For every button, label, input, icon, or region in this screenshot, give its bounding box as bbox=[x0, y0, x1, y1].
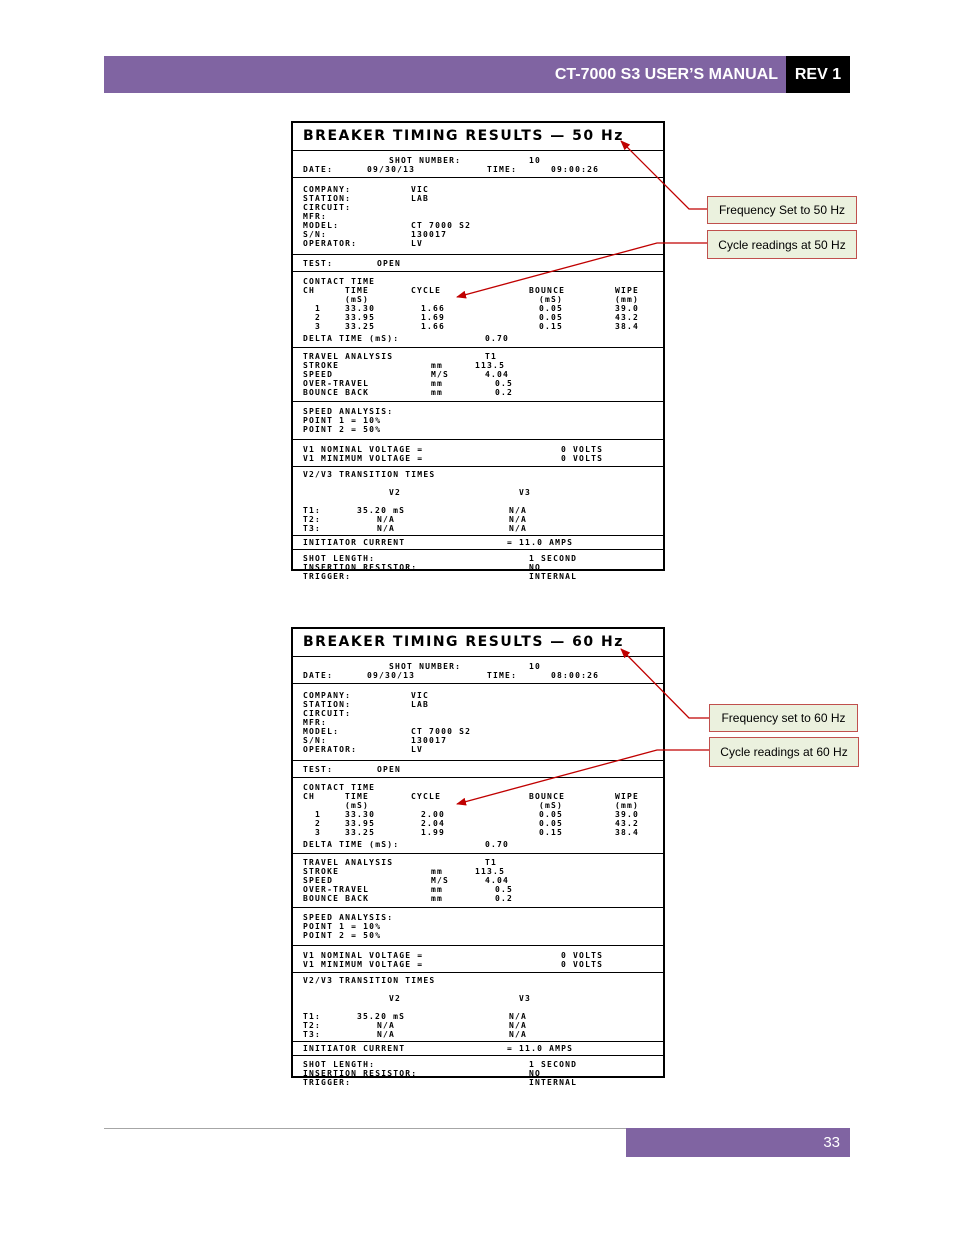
field-transition: V2/V3 TRANSITION TIMES bbox=[303, 470, 436, 479]
report-section bbox=[293, 467, 663, 536]
page-header bbox=[104, 56, 850, 93]
field-test-value: OPEN bbox=[377, 259, 402, 268]
cell-time: 33.25 bbox=[345, 828, 376, 837]
field-t3-label: T3: bbox=[303, 1030, 322, 1039]
field-company-value: VIC bbox=[411, 691, 430, 700]
field-t2-v3: N/A bbox=[509, 515, 528, 524]
field-initiator: INITIATOR CURRENT bbox=[303, 1044, 406, 1053]
cell-cycle: 1.69 bbox=[421, 313, 446, 322]
field-v1-nominal-value: 0 VOLTS bbox=[561, 951, 604, 960]
report-line bbox=[303, 445, 663, 454]
table-row bbox=[303, 304, 663, 313]
field-overtravel-value: 0.5 bbox=[495, 379, 514, 388]
field-col-bounce: BOUNCE bbox=[529, 286, 566, 295]
report-line bbox=[303, 506, 663, 515]
cell-wipe: 38.4 bbox=[615, 322, 640, 331]
field-speed-label: SPEED bbox=[303, 370, 334, 379]
field-t2-v2: N/A bbox=[377, 515, 396, 524]
field-contact-time: CONTACT TIME bbox=[303, 783, 376, 792]
report-section bbox=[293, 151, 663, 178]
field-col-cycle: CYCLE bbox=[411, 286, 442, 295]
field-speed-unit: M/S bbox=[431, 876, 450, 885]
field-overtravel-unit: mm bbox=[431, 379, 444, 388]
report-line bbox=[303, 985, 663, 994]
field-insertion-value: NO bbox=[529, 1069, 542, 1078]
field-trigger: TRIGGER: bbox=[303, 1078, 352, 1087]
field-model-value: CT 7000 S2 bbox=[411, 727, 472, 736]
field-t3-label: T3: bbox=[303, 524, 322, 533]
manual-title: CT-7000 S3 USER’S MANUAL bbox=[554, 65, 778, 83]
report-line bbox=[303, 783, 663, 792]
field-bounceback-unit: mm bbox=[431, 894, 444, 903]
field-v1-minimum: V1 MINIMUM VOLTAGE = bbox=[303, 960, 424, 969]
cell-time: 33.30 bbox=[345, 304, 376, 313]
report-section bbox=[293, 908, 663, 946]
report-section bbox=[293, 272, 663, 348]
field-date-value: 09/30/13 bbox=[367, 165, 416, 174]
report-line bbox=[303, 736, 663, 745]
report-line bbox=[303, 454, 663, 463]
field-initiator: INITIATOR CURRENT bbox=[303, 538, 406, 547]
field-model-label: MODEL: bbox=[303, 727, 340, 736]
field-initiator-value: = 11.0 AMPS bbox=[507, 1044, 574, 1053]
field-t2-label: T2: bbox=[303, 1021, 322, 1030]
report-line bbox=[303, 885, 663, 894]
report-line bbox=[303, 840, 663, 849]
field-travel-col: T1 bbox=[485, 858, 498, 867]
field-travel-label: TRAVEL ANALYSIS bbox=[303, 352, 394, 361]
field-contact-time: CONTACT TIME bbox=[303, 277, 376, 286]
report-section bbox=[293, 255, 663, 272]
field-t2-label: T2: bbox=[303, 515, 322, 524]
field-unit-mm: (mm) bbox=[615, 295, 640, 304]
field-t2-v2: N/A bbox=[377, 1021, 396, 1030]
field-sn-label: S/N: bbox=[303, 230, 328, 239]
field-company-value: VIC bbox=[411, 185, 430, 194]
report-line bbox=[303, 700, 663, 709]
cell-cycle: 1.66 bbox=[421, 322, 446, 331]
field-t1-v3: N/A bbox=[509, 506, 528, 515]
report-line bbox=[303, 221, 663, 230]
field-station-value: LAB bbox=[411, 194, 430, 203]
field-speed-analysis: SPEED ANALYSIS: bbox=[303, 407, 394, 416]
cell-wipe: 39.0 bbox=[615, 304, 640, 313]
report-section bbox=[293, 402, 663, 440]
report-line bbox=[303, 572, 663, 581]
report-section bbox=[293, 778, 663, 854]
field-speed-value: 4.04 bbox=[485, 876, 510, 885]
cell-ch: 3 bbox=[315, 828, 322, 837]
field-shot-length-value: 1 SECOND bbox=[529, 1060, 578, 1069]
report-line bbox=[303, 407, 663, 416]
report-line bbox=[303, 259, 663, 268]
report-line bbox=[303, 212, 663, 221]
field-overtravel-label: OVER-TRAVEL bbox=[303, 379, 370, 388]
field-mfr-label: MFR: bbox=[303, 212, 328, 221]
cell-bounce: 0.05 bbox=[539, 304, 564, 313]
report-section bbox=[293, 348, 663, 402]
report-line bbox=[303, 538, 663, 547]
field-stroke-label: STROKE bbox=[303, 361, 340, 370]
field-v1-minimum-value: 0 VOLTS bbox=[561, 960, 604, 969]
report-line bbox=[303, 479, 663, 488]
field-stroke-unit: mm bbox=[431, 867, 444, 876]
field-col-time: TIME bbox=[345, 792, 370, 801]
field-bounceback-value: 0.2 bbox=[495, 894, 514, 903]
cell-cycle: 1.99 bbox=[421, 828, 446, 837]
report-section bbox=[293, 973, 663, 1042]
report-line bbox=[303, 867, 663, 876]
report-title: BREAKER TIMING RESULTS — 60 Hz bbox=[293, 629, 663, 657]
field-initiator-value: = 11.0 AMPS bbox=[507, 538, 574, 547]
report-line bbox=[303, 792, 663, 801]
field-test-label: TEST: bbox=[303, 259, 334, 268]
report-line bbox=[303, 671, 663, 680]
report-line bbox=[303, 497, 663, 506]
report-section bbox=[293, 440, 663, 467]
timing-report-50hz bbox=[291, 121, 665, 581]
field-point2: POINT 2 = 50% bbox=[303, 425, 382, 434]
report-line bbox=[303, 765, 663, 774]
cell-time: 33.30 bbox=[345, 810, 376, 819]
report-line bbox=[303, 554, 663, 563]
field-t1-label: T1: bbox=[303, 1012, 322, 1021]
field-v3: V3 bbox=[519, 994, 532, 1003]
report-line bbox=[303, 994, 663, 1003]
field-v3: V3 bbox=[519, 488, 532, 497]
report-line bbox=[303, 894, 663, 903]
field-travel-label: TRAVEL ANALYSIS bbox=[303, 858, 394, 867]
field-station-value: LAB bbox=[411, 700, 430, 709]
report-line bbox=[303, 425, 663, 434]
cell-time: 33.25 bbox=[345, 322, 376, 331]
field-shot-value: 10 bbox=[529, 156, 542, 165]
report-line bbox=[303, 165, 663, 174]
report-section bbox=[293, 946, 663, 973]
report-line bbox=[303, 1030, 663, 1039]
report-line bbox=[303, 960, 663, 969]
report-line bbox=[303, 334, 663, 343]
field-operator-value: LV bbox=[411, 745, 424, 754]
field-stroke-label: STROKE bbox=[303, 867, 340, 876]
report-section bbox=[293, 657, 663, 684]
field-unit-ms2: (mS) bbox=[539, 801, 564, 810]
cell-ch: 3 bbox=[315, 322, 322, 331]
field-transition: V2/V3 TRANSITION TIMES bbox=[303, 976, 436, 985]
field-delta-value: 0.70 bbox=[485, 840, 510, 849]
table-row bbox=[303, 810, 663, 819]
report-line bbox=[303, 801, 663, 810]
cell-ch: 1 bbox=[315, 810, 322, 819]
field-t3-v2: N/A bbox=[377, 1030, 396, 1039]
field-v1-nominal: V1 NOMINAL VOLTAGE = bbox=[303, 445, 424, 454]
page-number: 33 bbox=[626, 1128, 850, 1157]
report-line bbox=[303, 1044, 663, 1053]
field-shot-label: SHOT NUMBER: bbox=[389, 156, 462, 165]
field-t3-v3: N/A bbox=[509, 1030, 528, 1039]
field-trigger-value: INTERNAL bbox=[529, 1078, 578, 1087]
report-line bbox=[303, 1078, 663, 1087]
field-bounceback-label: BOUNCE BACK bbox=[303, 894, 370, 903]
field-date-label: DATE: bbox=[303, 165, 334, 174]
cell-time: 33.95 bbox=[345, 819, 376, 828]
report-line bbox=[303, 194, 663, 203]
report-line bbox=[303, 718, 663, 727]
report-line bbox=[303, 1069, 663, 1078]
field-station-label: STATION: bbox=[303, 194, 352, 203]
field-sn-label: S/N: bbox=[303, 736, 328, 745]
field-stroke-value: 113.5 bbox=[475, 361, 506, 370]
field-circuit-label: CIRCUIT: bbox=[303, 709, 352, 718]
field-v2: V2 bbox=[389, 994, 402, 1003]
field-mfr-label: MFR: bbox=[303, 718, 328, 727]
field-operator-label: OPERATOR: bbox=[303, 239, 358, 248]
report-line bbox=[303, 563, 663, 572]
field-operator-value: LV bbox=[411, 239, 424, 248]
cell-wipe: 39.0 bbox=[615, 810, 640, 819]
callout-frequency-60hz: Frequency set to 60 Hz bbox=[709, 704, 858, 732]
revision-badge: REV 1 bbox=[786, 56, 850, 93]
field-model-label: MODEL: bbox=[303, 221, 340, 230]
field-unit-mm: (mm) bbox=[615, 801, 640, 810]
field-insertion-value: NO bbox=[529, 563, 542, 572]
cell-wipe: 38.4 bbox=[615, 828, 640, 837]
field-shot-length-value: 1 SECOND bbox=[529, 554, 578, 563]
field-date-value: 09/30/13 bbox=[367, 671, 416, 680]
field-sn-value: 130017 bbox=[411, 230, 448, 239]
report-line bbox=[303, 277, 663, 286]
report-line bbox=[303, 709, 663, 718]
field-delta-label: DELTA TIME (mS): bbox=[303, 840, 400, 849]
field-t1-v2: 35.20 mS bbox=[357, 1012, 406, 1021]
field-col-wipe: WIPE bbox=[615, 286, 640, 295]
cell-wipe: 43.2 bbox=[615, 313, 640, 322]
cell-cycle: 1.66 bbox=[421, 304, 446, 313]
field-speed-analysis: SPEED ANALYSIS: bbox=[303, 913, 394, 922]
report-title: BREAKER TIMING RESULTS — 50 Hz bbox=[293, 123, 663, 151]
report-line bbox=[303, 286, 663, 295]
report-section bbox=[293, 1042, 663, 1056]
report-line bbox=[303, 488, 663, 497]
report-line bbox=[303, 858, 663, 867]
cell-wipe: 43.2 bbox=[615, 819, 640, 828]
field-stroke-value: 113.5 bbox=[475, 867, 506, 876]
field-company-label: COMPANY: bbox=[303, 185, 352, 194]
field-shot-length: SHOT LENGTH: bbox=[303, 554, 376, 563]
field-col-time: TIME bbox=[345, 286, 370, 295]
field-test-label: TEST: bbox=[303, 765, 334, 774]
field-point2: POINT 2 = 50% bbox=[303, 931, 382, 940]
report-line bbox=[303, 379, 663, 388]
field-time-label: TIME: bbox=[487, 165, 518, 174]
report-line bbox=[303, 662, 663, 671]
field-sn-value: 130017 bbox=[411, 736, 448, 745]
table-row bbox=[303, 819, 663, 828]
cell-ch: 2 bbox=[315, 819, 322, 828]
cell-ch: 2 bbox=[315, 313, 322, 322]
report-line bbox=[303, 1012, 663, 1021]
field-overtravel-value: 0.5 bbox=[495, 885, 514, 894]
cell-cycle: 2.00 bbox=[421, 810, 446, 819]
field-bounceback-value: 0.2 bbox=[495, 388, 514, 397]
field-trigger-value: INTERNAL bbox=[529, 572, 578, 581]
report-section bbox=[293, 761, 663, 778]
field-speed-label: SPEED bbox=[303, 876, 334, 885]
report-section bbox=[293, 1056, 663, 1090]
field-insertion: INSERTION RESISTOR: bbox=[303, 1069, 418, 1078]
field-circuit-label: CIRCUIT: bbox=[303, 203, 352, 212]
field-time-value: 09:00:26 bbox=[551, 165, 600, 174]
report-line bbox=[303, 1003, 663, 1012]
field-v1-nominal-value: 0 VOLTS bbox=[561, 445, 604, 454]
cell-time: 33.95 bbox=[345, 313, 376, 322]
callout-frequency-50hz: Frequency Set to 50 Hz bbox=[707, 196, 857, 224]
report-line bbox=[303, 951, 663, 960]
report-line bbox=[303, 913, 663, 922]
field-trigger: TRIGGER: bbox=[303, 572, 352, 581]
report-section bbox=[293, 536, 663, 550]
field-overtravel-unit: mm bbox=[431, 885, 444, 894]
report-line bbox=[303, 295, 663, 304]
field-test-value: OPEN bbox=[377, 765, 402, 774]
field-col-ch: CH bbox=[303, 286, 316, 295]
field-travel-col: T1 bbox=[485, 352, 498, 361]
report-line bbox=[303, 976, 663, 985]
callout-cycle-60hz: Cycle readings at 60 Hz bbox=[709, 737, 859, 767]
report-line bbox=[303, 524, 663, 533]
report-line bbox=[303, 515, 663, 524]
report-line bbox=[303, 239, 663, 248]
report-line bbox=[303, 922, 663, 931]
report-line bbox=[303, 230, 663, 239]
field-t3-v3: N/A bbox=[509, 524, 528, 533]
field-col-cycle: CYCLE bbox=[411, 792, 442, 801]
report-line bbox=[303, 1060, 663, 1069]
report-line bbox=[303, 361, 663, 370]
cell-bounce: 0.05 bbox=[539, 819, 564, 828]
field-overtravel-label: OVER-TRAVEL bbox=[303, 885, 370, 894]
field-delta-value: 0.70 bbox=[485, 334, 510, 343]
report-line bbox=[303, 370, 663, 379]
field-model-value: CT 7000 S2 bbox=[411, 221, 472, 230]
field-col-ch: CH bbox=[303, 792, 316, 801]
field-t3-v2: N/A bbox=[377, 524, 396, 533]
report-line bbox=[303, 185, 663, 194]
field-stroke-unit: mm bbox=[431, 361, 444, 370]
field-unit-ms: (mS) bbox=[345, 801, 370, 810]
report-section bbox=[293, 684, 663, 761]
report-section bbox=[293, 178, 663, 255]
report-line bbox=[303, 745, 663, 754]
cell-bounce: 0.15 bbox=[539, 322, 564, 331]
field-time-label: TIME: bbox=[487, 671, 518, 680]
table-row bbox=[303, 313, 663, 322]
field-t1-v2: 35.20 mS bbox=[357, 506, 406, 515]
field-v2: V2 bbox=[389, 488, 402, 497]
report-line bbox=[303, 416, 663, 425]
field-point1: POINT 1 = 10% bbox=[303, 416, 382, 425]
cell-bounce: 0.05 bbox=[539, 810, 564, 819]
field-t1-label: T1: bbox=[303, 506, 322, 515]
field-shot-value: 10 bbox=[529, 662, 542, 671]
timing-report-60hz bbox=[291, 627, 665, 1087]
field-company-label: COMPANY: bbox=[303, 691, 352, 700]
field-speed-unit: M/S bbox=[431, 370, 450, 379]
field-point1: POINT 1 = 10% bbox=[303, 922, 382, 931]
report-line bbox=[303, 352, 663, 361]
field-shot-length: SHOT LENGTH: bbox=[303, 1060, 376, 1069]
table-row bbox=[303, 828, 663, 837]
field-date-label: DATE: bbox=[303, 671, 334, 680]
cell-bounce: 0.15 bbox=[539, 828, 564, 837]
field-v1-minimum: V1 MINIMUM VOLTAGE = bbox=[303, 454, 424, 463]
field-speed-value: 4.04 bbox=[485, 370, 510, 379]
field-insertion: INSERTION RESISTOR: bbox=[303, 563, 418, 572]
field-t1-v3: N/A bbox=[509, 1012, 528, 1021]
report-line bbox=[303, 1021, 663, 1030]
field-bounceback-label: BOUNCE BACK bbox=[303, 388, 370, 397]
field-v1-nominal: V1 NOMINAL VOLTAGE = bbox=[303, 951, 424, 960]
report-line bbox=[303, 931, 663, 940]
table-row bbox=[303, 322, 663, 331]
report-section bbox=[293, 550, 663, 584]
callout-cycle-50hz: Cycle readings at 50 Hz bbox=[707, 230, 857, 259]
report-line bbox=[303, 727, 663, 736]
report-line bbox=[303, 156, 663, 165]
cell-cycle: 2.04 bbox=[421, 819, 446, 828]
field-shot-label: SHOT NUMBER: bbox=[389, 662, 462, 671]
field-delta-label: DELTA TIME (mS): bbox=[303, 334, 400, 343]
field-t2-v3: N/A bbox=[509, 1021, 528, 1030]
field-bounceback-unit: mm bbox=[431, 388, 444, 397]
cell-ch: 1 bbox=[315, 304, 322, 313]
cell-bounce: 0.05 bbox=[539, 313, 564, 322]
field-operator-label: OPERATOR: bbox=[303, 745, 358, 754]
field-unit-ms2: (mS) bbox=[539, 295, 564, 304]
field-col-wipe: WIPE bbox=[615, 792, 640, 801]
report-line bbox=[303, 470, 663, 479]
report-line bbox=[303, 691, 663, 700]
report-line bbox=[303, 203, 663, 212]
field-unit-ms: (mS) bbox=[345, 295, 370, 304]
field-col-bounce: BOUNCE bbox=[529, 792, 566, 801]
report-line bbox=[303, 876, 663, 885]
field-time-value: 08:00:26 bbox=[551, 671, 600, 680]
field-station-label: STATION: bbox=[303, 700, 352, 709]
field-v1-minimum-value: 0 VOLTS bbox=[561, 454, 604, 463]
report-line bbox=[303, 388, 663, 397]
report-section bbox=[293, 854, 663, 908]
